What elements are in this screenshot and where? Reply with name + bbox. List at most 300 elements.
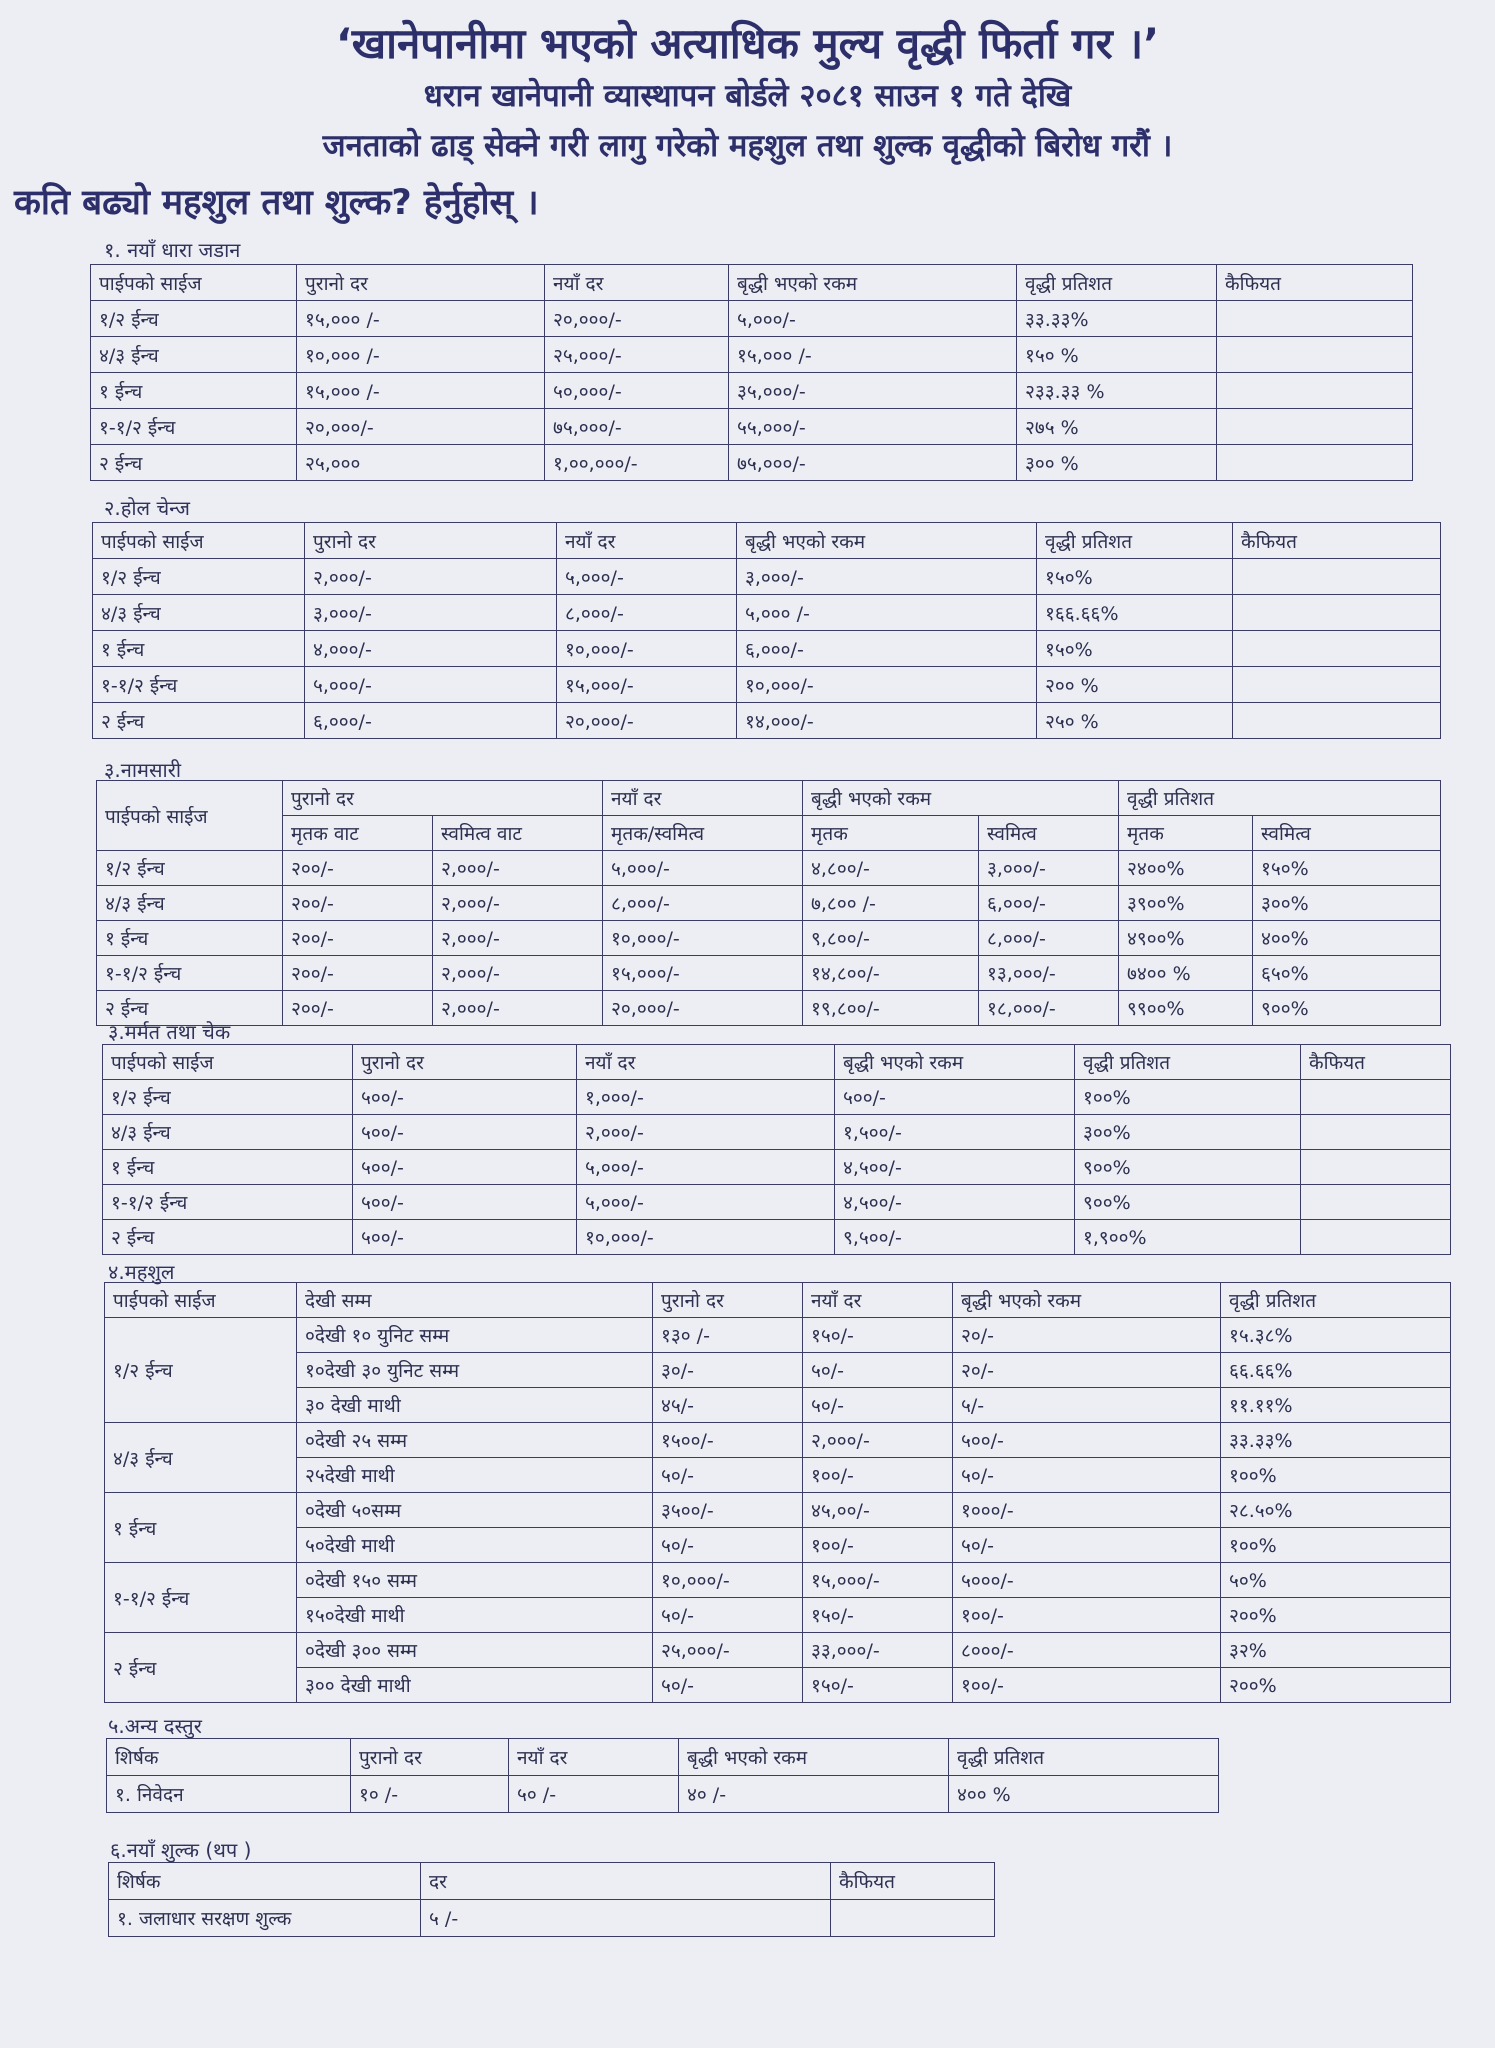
table-cell: ९,५००/-: [835, 1220, 1075, 1255]
col-header-increase: बृद्धी भएको रकम: [803, 781, 1119, 816]
table-row: [105, 1633, 1451, 1668]
header-row: [109, 1863, 995, 1900]
subheader-deceased-via: मृतक वाट: [283, 816, 433, 851]
table-cell: ५,०००/-: [603, 851, 803, 886]
table-cell: ३,०००/-: [737, 559, 1037, 595]
table-cell: ८,०००/-: [557, 595, 737, 631]
table-cell: २५,०००/-: [545, 337, 729, 373]
table-cell: [1301, 1185, 1451, 1220]
table-cell: १६६.६६%: [1037, 595, 1233, 631]
table-cell: ४,८००/-: [803, 851, 979, 886]
table-cell: [1217, 373, 1413, 409]
table-row: [103, 1220, 1451, 1255]
column-header: दर: [421, 1863, 831, 1900]
table-cell: २८.५०%: [1221, 1493, 1451, 1528]
table-cell: ६,०००/-: [305, 703, 557, 739]
pipe-size-cell: १ ईन्च: [105, 1493, 297, 1563]
table-cell: ३९००%: [1119, 886, 1253, 921]
table-cell: १-१/२ ईन्च: [97, 956, 283, 991]
table-cell: २,०००/-: [305, 559, 557, 595]
table-cell: ०देखी ५०सम्म: [297, 1493, 653, 1528]
notice-title: ‘खानेपानीमा भएको अत्याधिक मुल्य वृद्धी फिर्ता गर ।’: [335, 19, 1160, 68]
table-cell: [1301, 1150, 1451, 1185]
column-header: पाईपको साईज: [103, 1045, 353, 1080]
table-row: [103, 1080, 1451, 1115]
table-cell: [831, 1900, 995, 1937]
table-cell: ६,०००/-: [979, 886, 1119, 921]
tariff-body: [105, 1318, 1451, 1703]
table-cell: १४,०००/-: [737, 703, 1037, 739]
table-other-fees: [106, 1738, 1219, 1813]
header-row: [103, 1045, 1451, 1080]
table-cell: ३० देखी माथी: [297, 1388, 653, 1423]
table-row: [105, 1388, 1451, 1423]
table-cell: [1233, 631, 1441, 667]
table-cell: ५०/-: [653, 1528, 803, 1563]
table-row: [109, 1900, 995, 1937]
table-cell: ५००/-: [353, 1150, 577, 1185]
table-cell: ३,०००/-: [305, 595, 557, 631]
table-cell: ५५,०००/-: [729, 409, 1017, 445]
table-cell: ३०/-: [653, 1353, 803, 1388]
table-cell: २ ईन्च: [91, 445, 297, 481]
table-row: [91, 445, 1413, 481]
table-cell: ४५/-: [653, 1388, 803, 1423]
table-cell: ८,०००/-: [979, 921, 1119, 956]
table-cell: २,०००/-: [577, 1115, 835, 1150]
table-cell: १-१/२ ईन्च: [93, 667, 305, 703]
table-cell: २०/-: [953, 1318, 1221, 1353]
table-cell: ११.११%: [1221, 1388, 1451, 1423]
table-cell: २००%: [1221, 1668, 1451, 1703]
table-cell: ६,०००/-: [737, 631, 1037, 667]
table-cell: २,०००/-: [433, 921, 603, 956]
col-header-size: पाईपको साईज: [97, 781, 283, 851]
column-header: नयाँ दर: [803, 1283, 953, 1318]
table-cell: [1233, 667, 1441, 703]
table-row: [97, 851, 1441, 886]
col-header-old-rate: पुरानो दर: [283, 781, 603, 816]
table-cell: २००%: [1221, 1598, 1451, 1633]
table-cell: ३०० देखी माथी: [297, 1668, 653, 1703]
column-header: देखी सम्म: [297, 1283, 653, 1318]
table-cell: १० /-: [351, 1776, 509, 1813]
table-cell: १५०/-: [803, 1598, 953, 1633]
table-row: [91, 409, 1413, 445]
table-cell: ३२%: [1221, 1633, 1451, 1668]
table-row: [105, 1318, 1451, 1353]
table-cell: [1233, 595, 1441, 631]
table-cell: ५०,०००/-: [545, 373, 729, 409]
table-cell: ५०/-: [953, 1458, 1221, 1493]
table-cell: १०००/-: [953, 1493, 1221, 1528]
table-cell: १,५००/-: [835, 1115, 1075, 1150]
table-cell: २००/-: [283, 886, 433, 921]
table-cell: १/२ ईन्च: [91, 301, 297, 337]
table-cell: ९००%: [1075, 1150, 1301, 1185]
table-cell: १/२ ईन्च: [97, 851, 283, 886]
column-header: बृद्धी भएको रकम: [679, 1739, 949, 1776]
header-row: [91, 265, 1413, 301]
subheader-deceased-pct: मृतक: [1119, 816, 1253, 851]
table-row: [105, 1563, 1451, 1598]
table-cell: १५०%: [1037, 559, 1233, 595]
table-cell: ६६.६६%: [1221, 1353, 1451, 1388]
table-cell: १८,०००/-: [979, 991, 1119, 1026]
table-cell: १०,०००/-: [557, 631, 737, 667]
table-cell: ४,५००/-: [835, 1150, 1075, 1185]
column-header: पुरानो दर: [653, 1283, 803, 1318]
table-cell: २०,०००/-: [297, 409, 545, 445]
table-cell: ३००%: [1253, 886, 1441, 921]
table-row: [93, 703, 1441, 739]
section-label-new-connection: १. नयाँ धारा जडान: [104, 238, 241, 262]
table-row: [105, 1528, 1451, 1563]
table-cell: ५०/-: [953, 1528, 1221, 1563]
table-row: [97, 956, 1441, 991]
table-cell: ४/३ ईन्च: [93, 595, 305, 631]
column-header: नयाँ दर: [557, 523, 737, 559]
table-cell: १५,०००/-: [803, 1563, 953, 1598]
table-cell: १. जलाधार सरक्षण शुल्क: [109, 1900, 421, 1937]
table-cell: [1301, 1220, 1451, 1255]
table-cell: १ ईन्च: [93, 631, 305, 667]
column-header: पुरानो दर: [305, 523, 557, 559]
table-row: [93, 595, 1441, 631]
table-cell: ४०० %: [949, 1776, 1219, 1813]
table-cell: ९९००%: [1119, 991, 1253, 1026]
column-header: पुरानो दर: [297, 265, 545, 301]
header-row: [107, 1739, 1219, 1776]
table-new-fee: [108, 1862, 995, 1937]
table-cell: ५,०००/-: [577, 1185, 835, 1220]
column-header: नयाँ दर: [577, 1045, 835, 1080]
pipe-size-cell: १-१/२ ईन्च: [105, 1563, 297, 1633]
table-cell: १,००,०००/-: [545, 445, 729, 481]
table-cell: [1301, 1080, 1451, 1115]
table-cell: ५,००० /-: [737, 595, 1037, 631]
table-cell: २००/-: [283, 851, 433, 886]
table-row: [105, 1458, 1451, 1493]
table-cell: १०,०००/-: [737, 667, 1037, 703]
column-header: कैफियत: [1233, 523, 1441, 559]
table-cell: २७५ %: [1017, 409, 1217, 445]
section-label-name-transfer: ३.नामसारी: [104, 758, 182, 782]
col-header-new-rate: नयाँ दर: [603, 781, 803, 816]
table-cell: २३३.३३ %: [1017, 373, 1217, 409]
table-cell: १/२ ईन्च: [93, 559, 305, 595]
table-cell: ०देखी २५ सम्म: [297, 1423, 653, 1458]
column-header: शिर्षक: [107, 1739, 351, 1776]
table-cell: ४/३ ईन्च: [103, 1115, 353, 1150]
table-cell: ५००/-: [353, 1185, 577, 1220]
column-header: पाईपको साईज: [105, 1283, 297, 1318]
table-cell: १५०%: [1253, 851, 1441, 886]
pipe-size-cell: १/२ ईन्च: [105, 1318, 297, 1423]
table-cell: ३३,०००/-: [803, 1633, 953, 1668]
table-cell: १०,००० /-: [297, 337, 545, 373]
table-cell: १००%: [1221, 1458, 1451, 1493]
table-cell: [1301, 1115, 1451, 1150]
header-row: [105, 1283, 1451, 1318]
table-cell: ०देखी १५० सम्म: [297, 1563, 653, 1598]
table-cell: १-१/२ ईन्च: [91, 409, 297, 445]
table-cell: ४/३ ईन्च: [97, 886, 283, 921]
section-label-whole-change: २.होल चेन्ज: [104, 496, 190, 520]
table-cell: ५० /-: [509, 1776, 679, 1813]
table-cell: ९००%: [1075, 1185, 1301, 1220]
pipe-size-cell: २ ईन्च: [105, 1633, 297, 1703]
section-label-repair-check: ३.मर्मत तथा चेक: [108, 1020, 231, 1044]
column-header: वृद्धी प्रतिशत: [1017, 265, 1217, 301]
table-cell: ५,०००/-: [305, 667, 557, 703]
table-cell: ३३.३३%: [1221, 1423, 1451, 1458]
table-cell: १००%: [1075, 1080, 1301, 1115]
column-header: शिर्षक: [109, 1863, 421, 1900]
table-cell: ५००/-: [835, 1080, 1075, 1115]
pipe-size-cell: ४/३ ईन्च: [105, 1423, 297, 1493]
table-cell: १-१/२ ईन्च: [103, 1185, 353, 1220]
column-header: कैफियत: [1217, 265, 1413, 301]
table-cell: २,०००/-: [433, 956, 603, 991]
table-cell: २५देखी माथी: [297, 1458, 653, 1493]
table-cell: २,०००/-: [433, 886, 603, 921]
subheader-deceased: मृतक: [803, 816, 979, 851]
table-cell: ७,८०० /-: [803, 886, 979, 921]
table-cell: [1217, 301, 1413, 337]
table-cell: १५,००० /-: [297, 373, 545, 409]
table-cell: २,०००/-: [433, 991, 603, 1026]
name-transfer-body: [97, 851, 1441, 1026]
table-cell: १९,८००/-: [803, 991, 979, 1026]
table-cell: [1217, 409, 1413, 445]
table-cell: ३,०००/-: [979, 851, 1119, 886]
table-row: [103, 1115, 1451, 1150]
table-cell: १,०००/-: [577, 1080, 835, 1115]
table-cell: २५० %: [1037, 703, 1233, 739]
table-row: [93, 667, 1441, 703]
table-cell: ९,८००/-: [803, 921, 979, 956]
table-cell: १ ईन्च: [97, 921, 283, 956]
table-cell: २०,०००/-: [557, 703, 737, 739]
table-cell: ३३.३३%: [1017, 301, 1217, 337]
table-cell: १५०/-: [803, 1668, 953, 1703]
column-header: कैफियत: [831, 1863, 995, 1900]
table-cell: ५०/-: [653, 1598, 803, 1633]
table-cell: ४/३ ईन्च: [91, 337, 297, 373]
table-cell: ०देखी ३०० सम्म: [297, 1633, 653, 1668]
table-cell: [1217, 337, 1413, 373]
table-cell: ५०/-: [653, 1668, 803, 1703]
table-row: [103, 1185, 1451, 1220]
table-cell: [1233, 703, 1441, 739]
column-header: बृद्धी भएको रकम: [953, 1283, 1221, 1318]
column-header: नयाँ दर: [509, 1739, 679, 1776]
column-header: बृद्धी भएको रकम: [737, 523, 1037, 559]
column-header: वृद्धी प्रतिशत: [1075, 1045, 1301, 1080]
table-cell: २०,०००/-: [545, 301, 729, 337]
table-cell: ५००/-: [353, 1220, 577, 1255]
table-cell: २५,०००/-: [653, 1633, 803, 1668]
table-cell: ९००%: [1253, 991, 1441, 1026]
table-row: [105, 1598, 1451, 1633]
table-cell: ५००/-: [353, 1115, 577, 1150]
table-row: [93, 631, 1441, 667]
table-cell: १०,०००/-: [653, 1563, 803, 1598]
column-header: वृद्धी प्रतिशत: [1221, 1283, 1451, 1318]
table-cell: १/२ ईन्च: [103, 1080, 353, 1115]
table-cell: १ ईन्च: [103, 1150, 353, 1185]
table-cell: ३५,०००/-: [729, 373, 1017, 409]
table-cell: ५०/-: [653, 1458, 803, 1493]
table-row: [105, 1668, 1451, 1703]
table-cell: ५०/-: [803, 1353, 953, 1388]
table-cell: २ ईन्च: [93, 703, 305, 739]
table-cell: २,०००/-: [803, 1423, 953, 1458]
table-cell: ४,५००/-: [835, 1185, 1075, 1220]
table-row: [105, 1353, 1451, 1388]
header-row: [93, 523, 1441, 559]
column-header: बृद्धी भएको रकम: [835, 1045, 1075, 1080]
subheader-deceased-ownership: मृतक/स्वमित्व: [603, 816, 803, 851]
column-header: नयाँ दर: [545, 265, 729, 301]
table-cell: २०० %: [1037, 667, 1233, 703]
table-cell: १५,०००/-: [603, 956, 803, 991]
table-cell: ५०%: [1221, 1563, 1451, 1598]
subheader-ownership: स्वमित्व: [979, 816, 1119, 851]
table-cell: ५०देखी माथी: [297, 1528, 653, 1563]
column-header: बृद्धी भएको रकम: [729, 265, 1017, 301]
table-cell: १००/-: [953, 1598, 1221, 1633]
table-cell: १००%: [1221, 1528, 1451, 1563]
table-cell: [1217, 445, 1413, 481]
table-cell: ४,०००/-: [305, 631, 557, 667]
table-cell: [1233, 559, 1441, 595]
notice-subtitle-line1: धरान खानेपानी व्यास्थापन बोर्डले २०८१ साउन १ गते देखि: [423, 78, 1072, 114]
table-cell: १३० /-: [653, 1318, 803, 1353]
table-cell: १००/-: [803, 1528, 953, 1563]
subheader-ownership-pct: स्वमित्व: [1253, 816, 1441, 851]
table-row: [105, 1493, 1451, 1528]
table-cell: १००/-: [803, 1458, 953, 1493]
column-header: वृद्धी प्रतिशत: [1037, 523, 1233, 559]
table-cell: १३,०००/-: [979, 956, 1119, 991]
table-cell: १५० %: [1017, 337, 1217, 373]
table-row: [105, 1423, 1451, 1458]
table-row: [97, 991, 1441, 1026]
notice-subtitle-line2: जनताको ढाड् सेक्ने गरी लागु गरेको महशुल तथा शुल्क वृद्धीको बिरोध गरौं ।: [322, 128, 1173, 164]
table-cell: २४००%: [1119, 851, 1253, 886]
table-row: [103, 1150, 1451, 1185]
column-header: पुरानो दर: [351, 1739, 509, 1776]
table-cell: १०,०००/-: [577, 1220, 835, 1255]
table-cell: १५,००० /-: [297, 301, 545, 337]
column-header: पाईपको साईज: [93, 523, 305, 559]
table-cell: २५,०००: [297, 445, 545, 481]
table-cell: ३००%: [1075, 1115, 1301, 1150]
table-cell: ३५००/-: [653, 1493, 803, 1528]
table-cell: १५०/-: [803, 1318, 953, 1353]
section-label-other-fees: ५.अन्य दस्तुर: [108, 1714, 202, 1738]
table-cell: २०/-: [953, 1353, 1221, 1388]
table-cell: १५.३८%: [1221, 1318, 1451, 1353]
table-new-connection: [90, 264, 1413, 481]
table-cell: ७४०० %: [1119, 956, 1253, 991]
table-cell: १४,८००/-: [803, 956, 979, 991]
table-cell: ४५,००/-: [803, 1493, 953, 1528]
subheader-ownership-via: स्वमित्व वाट: [433, 816, 603, 851]
table-cell: ५ /-: [421, 1900, 831, 1937]
table-cell: ५०/-: [803, 1388, 953, 1423]
column-header: पुरानो दर: [353, 1045, 577, 1080]
table-name-transfer: [96, 780, 1441, 1026]
table-cell: २००/-: [283, 956, 433, 991]
table-row: [91, 337, 1413, 373]
table-cell: १,९००%: [1075, 1220, 1301, 1255]
table-row: [91, 301, 1413, 337]
table-whole-change: [92, 522, 1441, 739]
table-cell: १५,००० /-: [729, 337, 1017, 373]
table-row: [107, 1776, 1219, 1813]
table-cell: २ ईन्च: [97, 991, 283, 1026]
table-row: [91, 373, 1413, 409]
table-cell: २,०००/-: [433, 851, 603, 886]
table-cell: १. निवेदन: [107, 1776, 351, 1813]
table-cell: ५/-: [953, 1388, 1221, 1423]
section-label-new-fee: ६.नयाँ शुल्क (थप ): [110, 1838, 252, 1862]
table-cell: १०देखी ३० युनिट सम्म: [297, 1353, 653, 1388]
table-tariff: [104, 1282, 1451, 1703]
column-header: वृद्धी प्रतिशत: [949, 1739, 1219, 1776]
table-row: [97, 886, 1441, 921]
table-cell: ६५०%: [1253, 956, 1441, 991]
table-cell: ५००/-: [953, 1423, 1221, 1458]
table-cell: २००/-: [283, 991, 433, 1026]
table-cell: ७५,०००/-: [545, 409, 729, 445]
table-cell: १०,०००/-: [603, 921, 803, 956]
table-cell: ५००/-: [353, 1080, 577, 1115]
table-cell: २ ईन्च: [103, 1220, 353, 1255]
table-cell: ४००%: [1253, 921, 1441, 956]
column-header: कैफियत: [1301, 1045, 1451, 1080]
table-repair-check: [102, 1044, 1451, 1255]
table-cell: ८०००/-: [953, 1633, 1221, 1668]
table-row: [97, 921, 1441, 956]
table-cell: ५,०००/-: [577, 1150, 835, 1185]
col-header-percent: वृद्धी प्रतिशत: [1119, 781, 1441, 816]
table-cell: ४० /-: [679, 1776, 949, 1813]
table-cell: ७५,०००/-: [729, 445, 1017, 481]
table-cell: १५,०००/-: [557, 667, 737, 703]
table-cell: १००/-: [953, 1668, 1221, 1703]
table-cell: ८,०००/-: [603, 886, 803, 921]
table-cell: १५००/-: [653, 1423, 803, 1458]
table-cell: १ ईन्च: [91, 373, 297, 409]
column-header: पाईपको साईज: [91, 265, 297, 301]
table-cell: ३०० %: [1017, 445, 1217, 481]
notice-question: कति बढ्यो महशुल तथा शुल्क? हेर्नुहोस् ।: [14, 183, 539, 223]
table-cell: ४९००%: [1119, 921, 1253, 956]
table-cell: ५०००/-: [953, 1563, 1221, 1598]
table-cell: ५,०००/-: [729, 301, 1017, 337]
table-cell: ५,०००/-: [557, 559, 737, 595]
table-cell: ०देखी १० युनिट सम्म: [297, 1318, 653, 1353]
table-cell: १५०देखी माथी: [297, 1598, 653, 1633]
table-cell: १५०%: [1037, 631, 1233, 667]
table-row: [93, 559, 1441, 595]
section-label-tariff: ४.महशुल: [108, 1260, 175, 1284]
table-cell: २०,०००/-: [603, 991, 803, 1026]
